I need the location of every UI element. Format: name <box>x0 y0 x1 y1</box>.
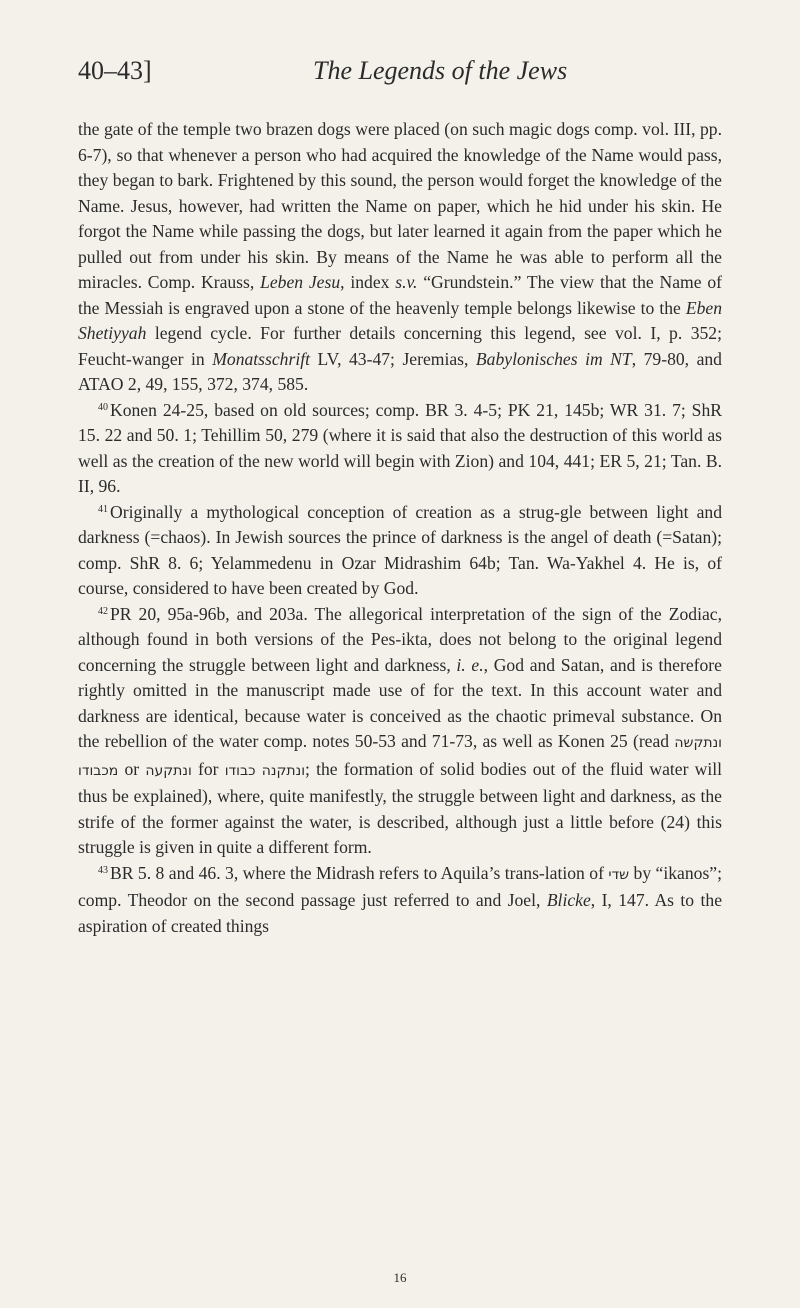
text-run: or <box>118 758 146 779</box>
italic-title: Leben Jesu <box>260 272 341 292</box>
italic-title: Eben Shetiyyah <box>78 297 722 343</box>
note-number: 40 <box>98 401 108 413</box>
hebrew-text: ונתקשה מכבודו <box>78 735 722 779</box>
text-run: by “ikanos”; comp. Theodor on the second passage just referred to and Joel, <box>78 862 722 910</box>
hebrew-text: ונתקנה כבודו <box>224 762 306 779</box>
text-run: PR 20, 95a-96b, and 203a. The allegorical interpretation of the sign of the Zodiac, although found in both versions of the Pes-ikta, does not belong to the original legend concerning the struggle between light and darkness, <box>78 603 722 675</box>
note-41 <box>78 500 722 602</box>
note-42 <box>78 602 722 861</box>
text-run: for <box>191 758 225 779</box>
note-43 <box>78 861 722 940</box>
note-range-folio: 40–43] <box>78 56 152 85</box>
note-number: 41 <box>98 503 108 515</box>
page-number: 16 <box>393 1270 407 1285</box>
continuation-paragraph <box>78 117 722 398</box>
hebrew-text: ונתקעה <box>145 762 192 779</box>
italic-abbrev: s.v. <box>395 272 418 292</box>
note-40 <box>78 398 722 500</box>
page-header <box>78 56 722 96</box>
text-run: LV, 43-47; Jeremias, <box>310 348 476 369</box>
italic-title: Monatsschrift <box>212 348 310 369</box>
note-number: 43 <box>98 864 108 876</box>
text-run: , God and Satan, and is therefore rightly omitted in the manuscript made use of for the text. In this account water and darkness are identical, because water is conceived as the chaotic primeval substance. On the rebellion of the water comp. notes 50-53 and 71-73, as well as Konen 25 (read <box>78 654 722 751</box>
text-run: the gate of the temple two brazen dogs were placed (on such magic dogs comp. vol. III, pp. 6-7), so that whenever a person who had acquired the knowledge of the Name would pass, they began to bark. Frightened by this sound, the person would forget the knowledge of the Name. Jesus, however, had written the Name on paper, which he hid under his skin. He forgot the Name while passing the dogs, but later learned it again from the paper which he pulled out from under his skin. By means of the Name he was able to perform all the miracles. Comp. Krauss, <box>78 119 722 292</box>
running-title: The Legends of the Jews <box>313 56 568 85</box>
hebrew-text: שדי <box>608 866 630 883</box>
text-run: BR 5. 8 and 46. 3, where the Midrash refers to Aquila’s trans-lation of <box>110 862 609 883</box>
text-run: legend cycle. For further details concerning this legend, see vol. I, p. 352; Feucht-wanger in <box>78 323 722 369</box>
note-number: 42 <box>98 605 108 617</box>
text-run: “Grundstein.” The view that the Name of the Messiah is engraved upon a stone of the heavenly temple belongs likewise to the <box>78 272 722 318</box>
italic-abbrev: i. e. <box>456 654 484 675</box>
note-text: Originally a mythological conception of creation as a strug-gle between light and darkness (=chaos). In Jewish sources the prince of darkness is the angel of death (=Satan); comp. ShR 8. 6; Yelammedenu in Ozar Midrashim 64b; Tan. Wa-Yakhel 4. He is, of course, considered to have been created by God. <box>78 501 722 598</box>
text-run: , index <box>340 272 396 292</box>
text-run: , I, 147. As to the aspiration of created things <box>78 890 723 936</box>
italic-title: Blicke <box>546 890 591 910</box>
italic-title: Babylonisches im NT <box>475 348 632 369</box>
text-run: , 79-80, and ATAO 2, 49, 155, 372, 374, 585. <box>78 348 722 394</box>
notes-text <box>78 117 722 939</box>
text-run: ; the formation of solid bodies out of the fluid water will thus be explained), where, quite manifestly, the struggle between light and darkness, as the strife of the former against the water, is described, although just a little before (24) this struggle is given in quite a different form. <box>78 758 723 857</box>
note-text: Konen 24-25, based on old sources; comp. BR 3. 4-5; PK 21, 145b; WR 31. 7; ShR 15. 22 and 50. 1; Tehillim 50, 279 (where it is said that also the destruction of this world as well as the creation of the new world will begin with Zion) and 104, 441; ER 5, 21; Tan. B. II, 96. <box>78 399 722 496</box>
